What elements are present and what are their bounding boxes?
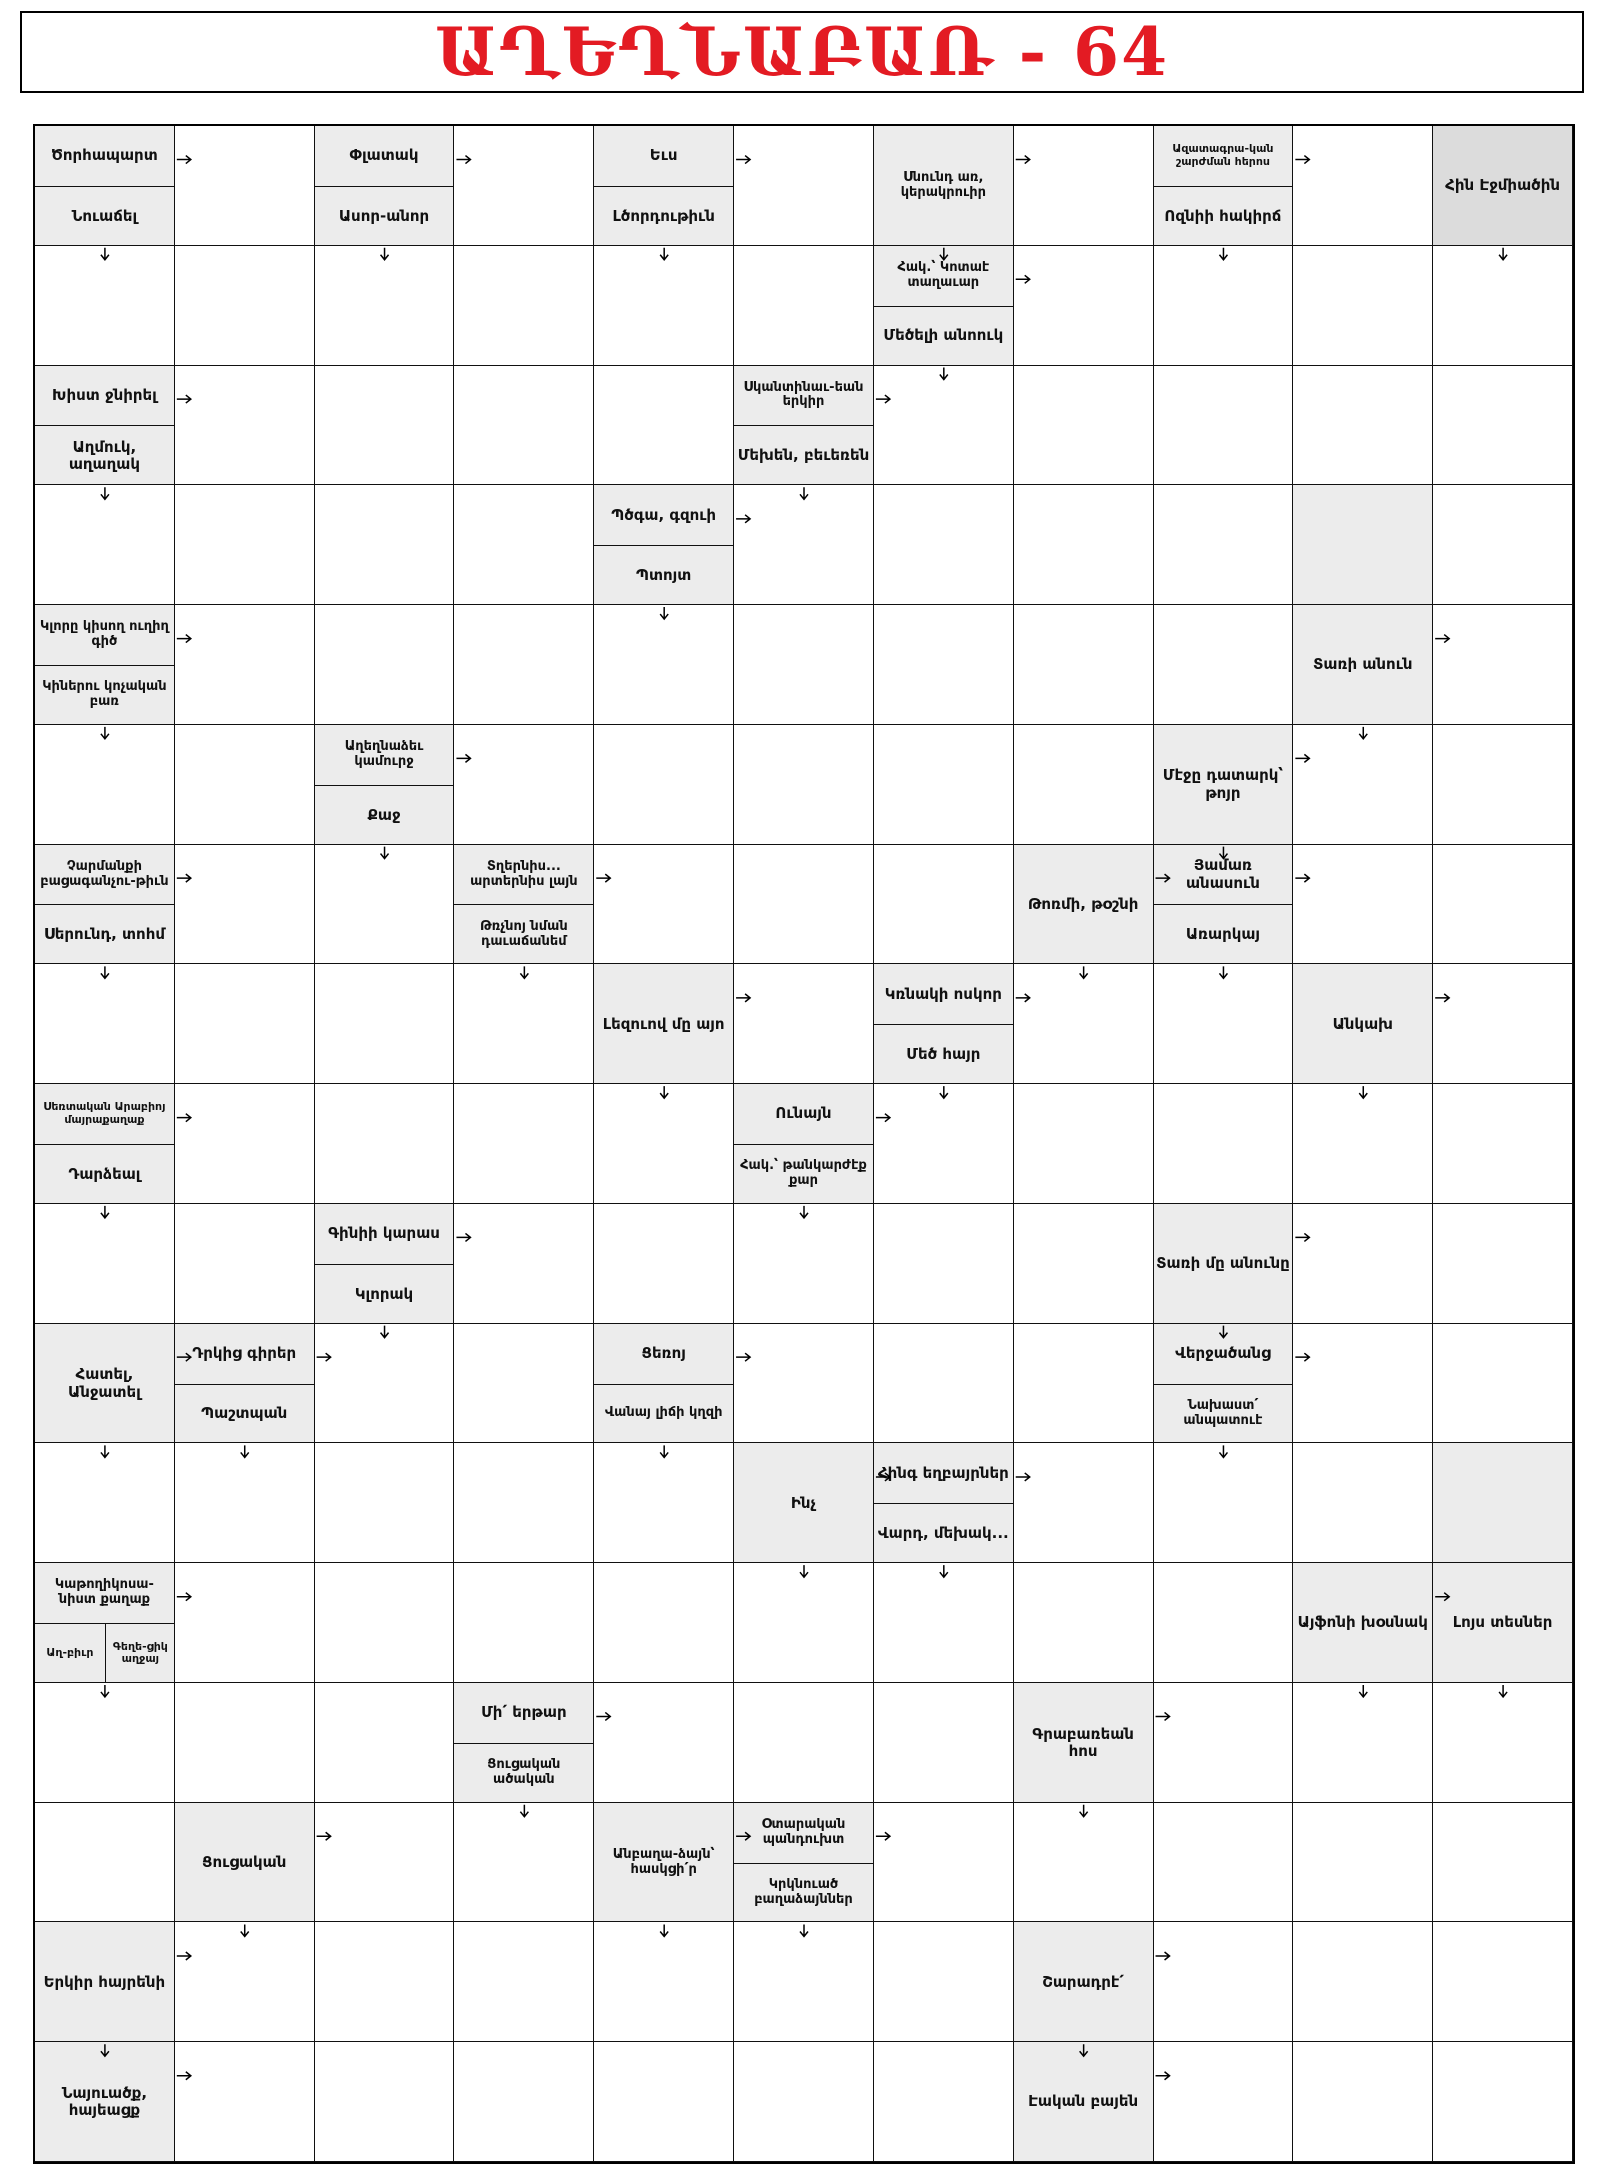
answer-cell[interactable] xyxy=(1433,605,1573,725)
clue-text: Ինչ xyxy=(790,1493,817,1512)
clue-text: Ոզնիի հակիրճ xyxy=(1154,186,1293,246)
answer-cell[interactable] xyxy=(454,964,594,1084)
answer-cell[interactable] xyxy=(35,1803,175,1923)
answer-cell[interactable] xyxy=(454,1084,594,1204)
answer-cell[interactable] xyxy=(175,1443,315,1563)
clue-cell xyxy=(35,1563,175,1683)
clue-text: Կիներու կոչական բառ xyxy=(35,665,174,725)
clue-cell xyxy=(1014,845,1154,965)
answer-cell[interactable] xyxy=(1154,1922,1294,2042)
clue-text: Լոյս տեսներ xyxy=(1452,1613,1553,1632)
clue-text: Սկանտինաւ-եան երկիր xyxy=(743,379,864,410)
answer-cell[interactable] xyxy=(315,605,455,725)
answer-cell[interactable] xyxy=(1293,1204,1433,1324)
answer-cell[interactable] xyxy=(874,725,1014,845)
clue-text: Մեծելի անոուկ xyxy=(874,306,1013,366)
answer-cell[interactable] xyxy=(454,366,594,486)
clue-text: Եւս xyxy=(649,146,678,165)
answer-cell[interactable] xyxy=(1433,1922,1573,2042)
answer-cell[interactable] xyxy=(175,366,315,486)
clue-cell xyxy=(1293,1563,1433,1683)
answer-cell[interactable] xyxy=(1433,246,1573,366)
answer-cell[interactable] xyxy=(315,1683,455,1803)
answer-cell[interactable] xyxy=(734,1324,874,1444)
clue-text: Յամառ անասուն xyxy=(1185,856,1260,892)
answer-cell[interactable] xyxy=(315,1084,455,1204)
answer-cell[interactable] xyxy=(1154,1443,1294,1563)
answer-cell[interactable] xyxy=(594,366,734,486)
answer-cell[interactable] xyxy=(1433,964,1573,1084)
answer-cell[interactable] xyxy=(454,126,594,246)
clue-text: Օտարական պանդուխտ xyxy=(761,1816,846,1847)
answer-cell[interactable] xyxy=(734,725,874,845)
clue-text: Ցուցական xyxy=(202,1852,287,1871)
clue-text: Դարձեալ xyxy=(35,1144,174,1204)
answer-cell[interactable] xyxy=(874,2042,1014,2162)
answer-cell[interactable] xyxy=(1014,1803,1154,1923)
clue-cell xyxy=(175,1324,315,1444)
clue-cell xyxy=(454,1683,594,1803)
clue-cell xyxy=(454,845,594,965)
answer-cell[interactable] xyxy=(1154,964,1294,1084)
clue-text: Գեղե-ցիկ աղջայ xyxy=(105,1623,175,1683)
clue-text: Սեռտական Արաբիոյ մայրաքաղաք xyxy=(43,1100,166,1127)
clue-cell xyxy=(1433,126,1573,246)
answer-cell[interactable] xyxy=(1014,1204,1154,1324)
answer-cell[interactable] xyxy=(1014,964,1154,1084)
clue-text: Լեզուով մը այո xyxy=(602,1014,725,1033)
clue-cell xyxy=(734,1084,874,1204)
answer-cell[interactable] xyxy=(1293,845,1433,965)
answer-cell[interactable] xyxy=(734,1922,874,2042)
answer-cell[interactable] xyxy=(35,1443,175,1563)
answer-cell[interactable] xyxy=(734,246,874,366)
clue-text: Նայուածք, հայեացք xyxy=(61,2083,148,2120)
clue-cell xyxy=(594,964,734,1084)
answer-cell[interactable] xyxy=(1293,1324,1433,1444)
answer-cell[interactable] xyxy=(1293,1084,1433,1204)
clue-text: Գրաբառեան հոս xyxy=(1032,1724,1134,1760)
clue-text: Նուաճել xyxy=(35,186,174,246)
answer-cell[interactable] xyxy=(594,1922,734,2042)
answer-cell[interactable] xyxy=(35,1204,175,1324)
answer-cell[interactable] xyxy=(1154,605,1294,725)
clue-cell xyxy=(35,1922,175,2042)
answer-cell[interactable] xyxy=(1154,485,1294,605)
answer-cell[interactable] xyxy=(1014,485,1154,605)
answer-cell[interactable] xyxy=(35,246,175,366)
answer-cell[interactable] xyxy=(175,1563,315,1683)
answer-cell[interactable] xyxy=(175,845,315,965)
clue-text: Հատել, Անջատել xyxy=(68,1365,141,1401)
answer-cell[interactable] xyxy=(454,1803,594,1923)
answer-cell[interactable] xyxy=(874,1084,1014,1204)
clue-text: Մեծ հայր xyxy=(874,1024,1013,1084)
clue-text: Աղեղնաձեւ կամուրջ xyxy=(344,738,424,769)
clue-text: Շարադրէ՛ xyxy=(1042,1972,1124,1991)
clue-text: Վերջածանց xyxy=(1175,1343,1271,1362)
answer-cell[interactable] xyxy=(1433,1683,1573,1803)
answer-cell[interactable] xyxy=(315,845,455,965)
clue-cell xyxy=(315,1204,455,1324)
clue-text: Ցուցական ածական xyxy=(454,1743,593,1803)
clue-cell xyxy=(1293,485,1433,605)
answer-cell[interactable] xyxy=(874,1563,1014,1683)
answer-cell[interactable] xyxy=(594,2042,734,2162)
answer-cell[interactable] xyxy=(1014,246,1154,366)
answer-cell[interactable] xyxy=(734,1683,874,1803)
answer-cell[interactable] xyxy=(874,605,1014,725)
answer-cell[interactable] xyxy=(454,1922,594,2042)
answer-cell[interactable] xyxy=(1293,1922,1433,2042)
answer-cell[interactable] xyxy=(1293,725,1433,845)
clue-cell xyxy=(594,485,734,605)
answer-cell[interactable] xyxy=(315,246,455,366)
answer-cell[interactable] xyxy=(175,725,315,845)
answer-cell[interactable] xyxy=(1433,1204,1573,1324)
clue-cell xyxy=(594,1324,734,1444)
clue-cell xyxy=(175,1803,315,1923)
answer-cell[interactable] xyxy=(1433,1084,1573,1204)
answer-cell[interactable] xyxy=(594,1443,734,1563)
clue-cell xyxy=(734,1443,874,1563)
clue-text: Չարմանքի բացագանչու-թիւն xyxy=(40,858,169,889)
answer-cell[interactable] xyxy=(1433,2042,1573,2162)
clue-text: Խիստ ջնիրել xyxy=(52,385,157,404)
answer-cell[interactable] xyxy=(315,1324,455,1444)
answer-cell[interactable] xyxy=(1293,1683,1433,1803)
answer-cell[interactable] xyxy=(1433,725,1573,845)
answer-cell[interactable] xyxy=(1433,1324,1573,1444)
answer-cell[interactable] xyxy=(734,1563,874,1683)
answer-cell[interactable] xyxy=(175,126,315,246)
clue-cell xyxy=(35,1084,175,1204)
answer-cell[interactable] xyxy=(1014,1324,1154,1444)
clue-text: Գինիի կարաս xyxy=(328,1224,440,1243)
answer-cell[interactable] xyxy=(175,1204,315,1324)
answer-cell[interactable] xyxy=(1014,126,1154,246)
clue-text: Վանայ լիճի կղզի xyxy=(594,1384,733,1444)
clue-cell xyxy=(1433,1443,1573,1563)
answer-cell[interactable] xyxy=(1154,246,1294,366)
answer-cell[interactable] xyxy=(1154,2042,1294,2162)
clue-cell xyxy=(1014,2042,1154,2162)
answer-cell[interactable] xyxy=(1293,246,1433,366)
answer-cell[interactable] xyxy=(315,2042,455,2162)
clue-cell xyxy=(35,366,175,486)
clue-text: Կլորը կիսող ուղիղ գիծ xyxy=(40,619,169,649)
clue-cell xyxy=(1154,1324,1294,1444)
clue-text: Հակ.՝ Կոտաէ տաղաւար xyxy=(897,259,990,290)
answer-cell[interactable] xyxy=(454,1443,594,1563)
clue-text: Տառի անուն xyxy=(1313,655,1413,674)
clue-text: Սերունդ, տոհմ xyxy=(35,904,174,964)
answer-cell[interactable] xyxy=(175,246,315,366)
answer-cell[interactable] xyxy=(175,964,315,1084)
clue-cell xyxy=(35,2042,175,2162)
clue-cell xyxy=(315,126,455,246)
answer-cell[interactable] xyxy=(734,126,874,246)
answer-cell[interactable] xyxy=(594,845,734,965)
answer-cell[interactable] xyxy=(594,246,734,366)
answer-cell[interactable] xyxy=(874,845,1014,965)
clue-text: Կրկնուած բաղաձայններ xyxy=(734,1863,873,1923)
answer-cell[interactable] xyxy=(874,485,1014,605)
clue-cell xyxy=(1154,126,1294,246)
answer-cell[interactable] xyxy=(1293,2042,1433,2162)
title-banner xyxy=(20,11,1584,93)
clue-text: Թռչնոյ նման դաւաճանեմ xyxy=(454,904,593,964)
clue-text: Պտոյտ xyxy=(594,545,733,605)
clue-text: Նախաստ՛ անպատուէ xyxy=(1154,1384,1293,1444)
answer-cell[interactable] xyxy=(1154,366,1294,486)
answer-cell[interactable] xyxy=(315,1922,455,2042)
clue-text: Անբաղա-ձայն՝ հասկցի՛ր xyxy=(612,1846,715,1877)
clue-text: Վարդ, մեխակ... xyxy=(874,1503,1013,1563)
clue-cell xyxy=(1293,964,1433,1084)
clue-text: Ասոր-անոր xyxy=(315,186,454,246)
answer-cell[interactable] xyxy=(454,725,594,845)
clue-text: Անկախ xyxy=(1332,1014,1393,1033)
answer-cell[interactable] xyxy=(874,1683,1014,1803)
answer-cell[interactable] xyxy=(315,485,455,605)
clue-cell xyxy=(35,1324,175,1444)
clue-cell xyxy=(1293,605,1433,725)
answer-cell[interactable] xyxy=(1154,1683,1294,1803)
clue-text: Պծգա, գզուի xyxy=(611,505,717,524)
clue-text: Հինգ եղբայրներ xyxy=(877,1463,1009,1482)
clue-text: Լծորդութիւն xyxy=(594,186,733,246)
answer-cell[interactable] xyxy=(1433,1803,1573,1923)
clue-text: Պաշտպան xyxy=(175,1384,314,1444)
answer-cell[interactable] xyxy=(1433,845,1573,965)
answer-cell[interactable] xyxy=(175,1922,315,2042)
clue-cell xyxy=(874,126,1014,246)
clue-text: Կաթողիկոսա-նիստ քաղաք xyxy=(54,1577,154,1608)
answer-cell[interactable] xyxy=(175,485,315,605)
clue-cell xyxy=(1433,1563,1573,1683)
answer-cell[interactable] xyxy=(315,1443,455,1563)
answer-cell[interactable] xyxy=(454,1563,594,1683)
clue-cell xyxy=(35,605,175,725)
answer-cell[interactable] xyxy=(594,1084,734,1204)
answer-cell[interactable] xyxy=(1014,366,1154,486)
clue-cell xyxy=(35,126,175,246)
answer-cell[interactable] xyxy=(175,605,315,725)
answer-cell[interactable] xyxy=(874,1204,1014,1324)
answer-cell[interactable] xyxy=(1433,366,1573,486)
answer-cell[interactable] xyxy=(1014,1563,1154,1683)
clue-cell xyxy=(1154,725,1294,845)
answer-cell[interactable] xyxy=(594,725,734,845)
answer-cell[interactable] xyxy=(35,1683,175,1803)
clue-text: Փլատակ xyxy=(349,146,419,165)
answer-cell[interactable] xyxy=(454,246,594,366)
answer-cell[interactable] xyxy=(594,1204,734,1324)
answer-cell[interactable] xyxy=(734,964,874,1084)
answer-cell[interactable] xyxy=(1293,366,1433,486)
clue-cell xyxy=(874,964,1014,1084)
clue-cell xyxy=(874,246,1014,366)
answer-cell[interactable] xyxy=(1014,1084,1154,1204)
clue-cell xyxy=(1014,1922,1154,2042)
clue-text: Կռնակի ոսկոր xyxy=(884,984,1002,1003)
answer-cell[interactable] xyxy=(35,964,175,1084)
answer-cell[interactable] xyxy=(874,1324,1014,1444)
answer-cell[interactable] xyxy=(874,366,1014,486)
clue-text: Ծորհապարտ xyxy=(51,146,158,165)
answer-cell[interactable] xyxy=(315,366,455,486)
clue-text: Ունայն xyxy=(775,1104,832,1123)
answer-cell[interactable] xyxy=(594,605,734,725)
clue-text: Մի՛ երթար xyxy=(481,1703,567,1722)
answer-cell[interactable] xyxy=(1014,1443,1154,1563)
clue-cell xyxy=(594,1803,734,1923)
answer-cell[interactable] xyxy=(454,2042,594,2162)
answer-cell[interactable] xyxy=(734,2042,874,2162)
answer-cell[interactable] xyxy=(175,1683,315,1803)
clue-text: Աղ-բիւր xyxy=(35,1623,105,1683)
answer-cell[interactable] xyxy=(315,1563,455,1683)
answer-cell[interactable] xyxy=(1154,1563,1294,1683)
clue-text: Հակ.՝ թանկարժէք քար xyxy=(734,1144,873,1204)
clue-cell xyxy=(734,1803,874,1923)
answer-cell[interactable] xyxy=(1293,1443,1433,1563)
answer-cell[interactable] xyxy=(734,605,874,725)
answer-cell[interactable] xyxy=(175,2042,315,2162)
clue-text: Երկիր հայրենի xyxy=(43,1972,166,1991)
answer-cell[interactable] xyxy=(1154,1803,1294,1923)
clue-text: Այֆոնի խօսնակ xyxy=(1297,1613,1428,1632)
clue-text: Աղմուկ, աղաղակ xyxy=(35,425,174,485)
clue-text: Մէջը դատարկ՝ թոյր xyxy=(1162,766,1284,802)
clue-cell xyxy=(734,366,874,486)
answer-cell[interactable] xyxy=(1293,1803,1433,1923)
answer-cell[interactable] xyxy=(454,1324,594,1444)
clue-cell xyxy=(1014,1683,1154,1803)
clue-cell xyxy=(35,845,175,965)
clue-text: Քաջ xyxy=(315,785,454,845)
answer-cell[interactable] xyxy=(315,964,455,1084)
answer-cell[interactable] xyxy=(175,1084,315,1204)
clue-text: Սնունդ առ, կերակրուիր xyxy=(900,169,986,200)
clue-text: Մեխեն, բեւեռեն xyxy=(734,425,873,485)
answer-cell[interactable] xyxy=(454,485,594,605)
answer-cell[interactable] xyxy=(454,605,594,725)
answer-cell[interactable] xyxy=(1154,1084,1294,1204)
answer-cell[interactable] xyxy=(874,1803,1014,1923)
clue-text: Առարկայ xyxy=(1154,904,1293,964)
clue-text: Թոռմի, թօշնի xyxy=(1027,894,1139,913)
answer-cell[interactable] xyxy=(1293,126,1433,246)
clue-text: Էական բայեն xyxy=(1028,2092,1139,2111)
answer-cell[interactable] xyxy=(734,1204,874,1324)
answer-cell[interactable] xyxy=(734,485,874,605)
clue-text: Ցեռոյ xyxy=(641,1343,686,1362)
clue-text: Հին Էջմիածին xyxy=(1445,176,1560,195)
clue-cell xyxy=(594,126,734,246)
puzzle-title: ԱՂԵՂՆԱԲԱՌ - 64 xyxy=(434,13,1170,91)
answer-cell[interactable] xyxy=(1014,605,1154,725)
clue-cell xyxy=(874,1443,1014,1563)
answer-cell[interactable] xyxy=(594,1563,734,1683)
answer-cell[interactable] xyxy=(1433,485,1573,605)
clue-text: Տղերնիս... արտերնիս լայն xyxy=(470,858,578,889)
clue-text: Ազատագրա-կան շարժման հերոս xyxy=(1172,142,1274,168)
answer-cell[interactable] xyxy=(35,725,175,845)
answer-cell[interactable] xyxy=(874,1922,1014,2042)
answer-cell[interactable] xyxy=(454,1204,594,1324)
answer-cell[interactable] xyxy=(594,1683,734,1803)
clue-cell xyxy=(1154,845,1294,965)
crossword-grid xyxy=(33,124,1575,2164)
answer-cell[interactable] xyxy=(1014,725,1154,845)
clue-text: Տառի մը անունը xyxy=(1156,1254,1290,1273)
clue-cell xyxy=(315,725,455,845)
clue-cell xyxy=(1154,1204,1294,1324)
clue-text: Դրկից գիրեր xyxy=(192,1343,297,1362)
answer-cell[interactable] xyxy=(35,485,175,605)
answer-cell[interactable] xyxy=(315,1803,455,1923)
answer-cell[interactable] xyxy=(734,845,874,965)
clue-text: Կլորակ xyxy=(315,1264,454,1324)
